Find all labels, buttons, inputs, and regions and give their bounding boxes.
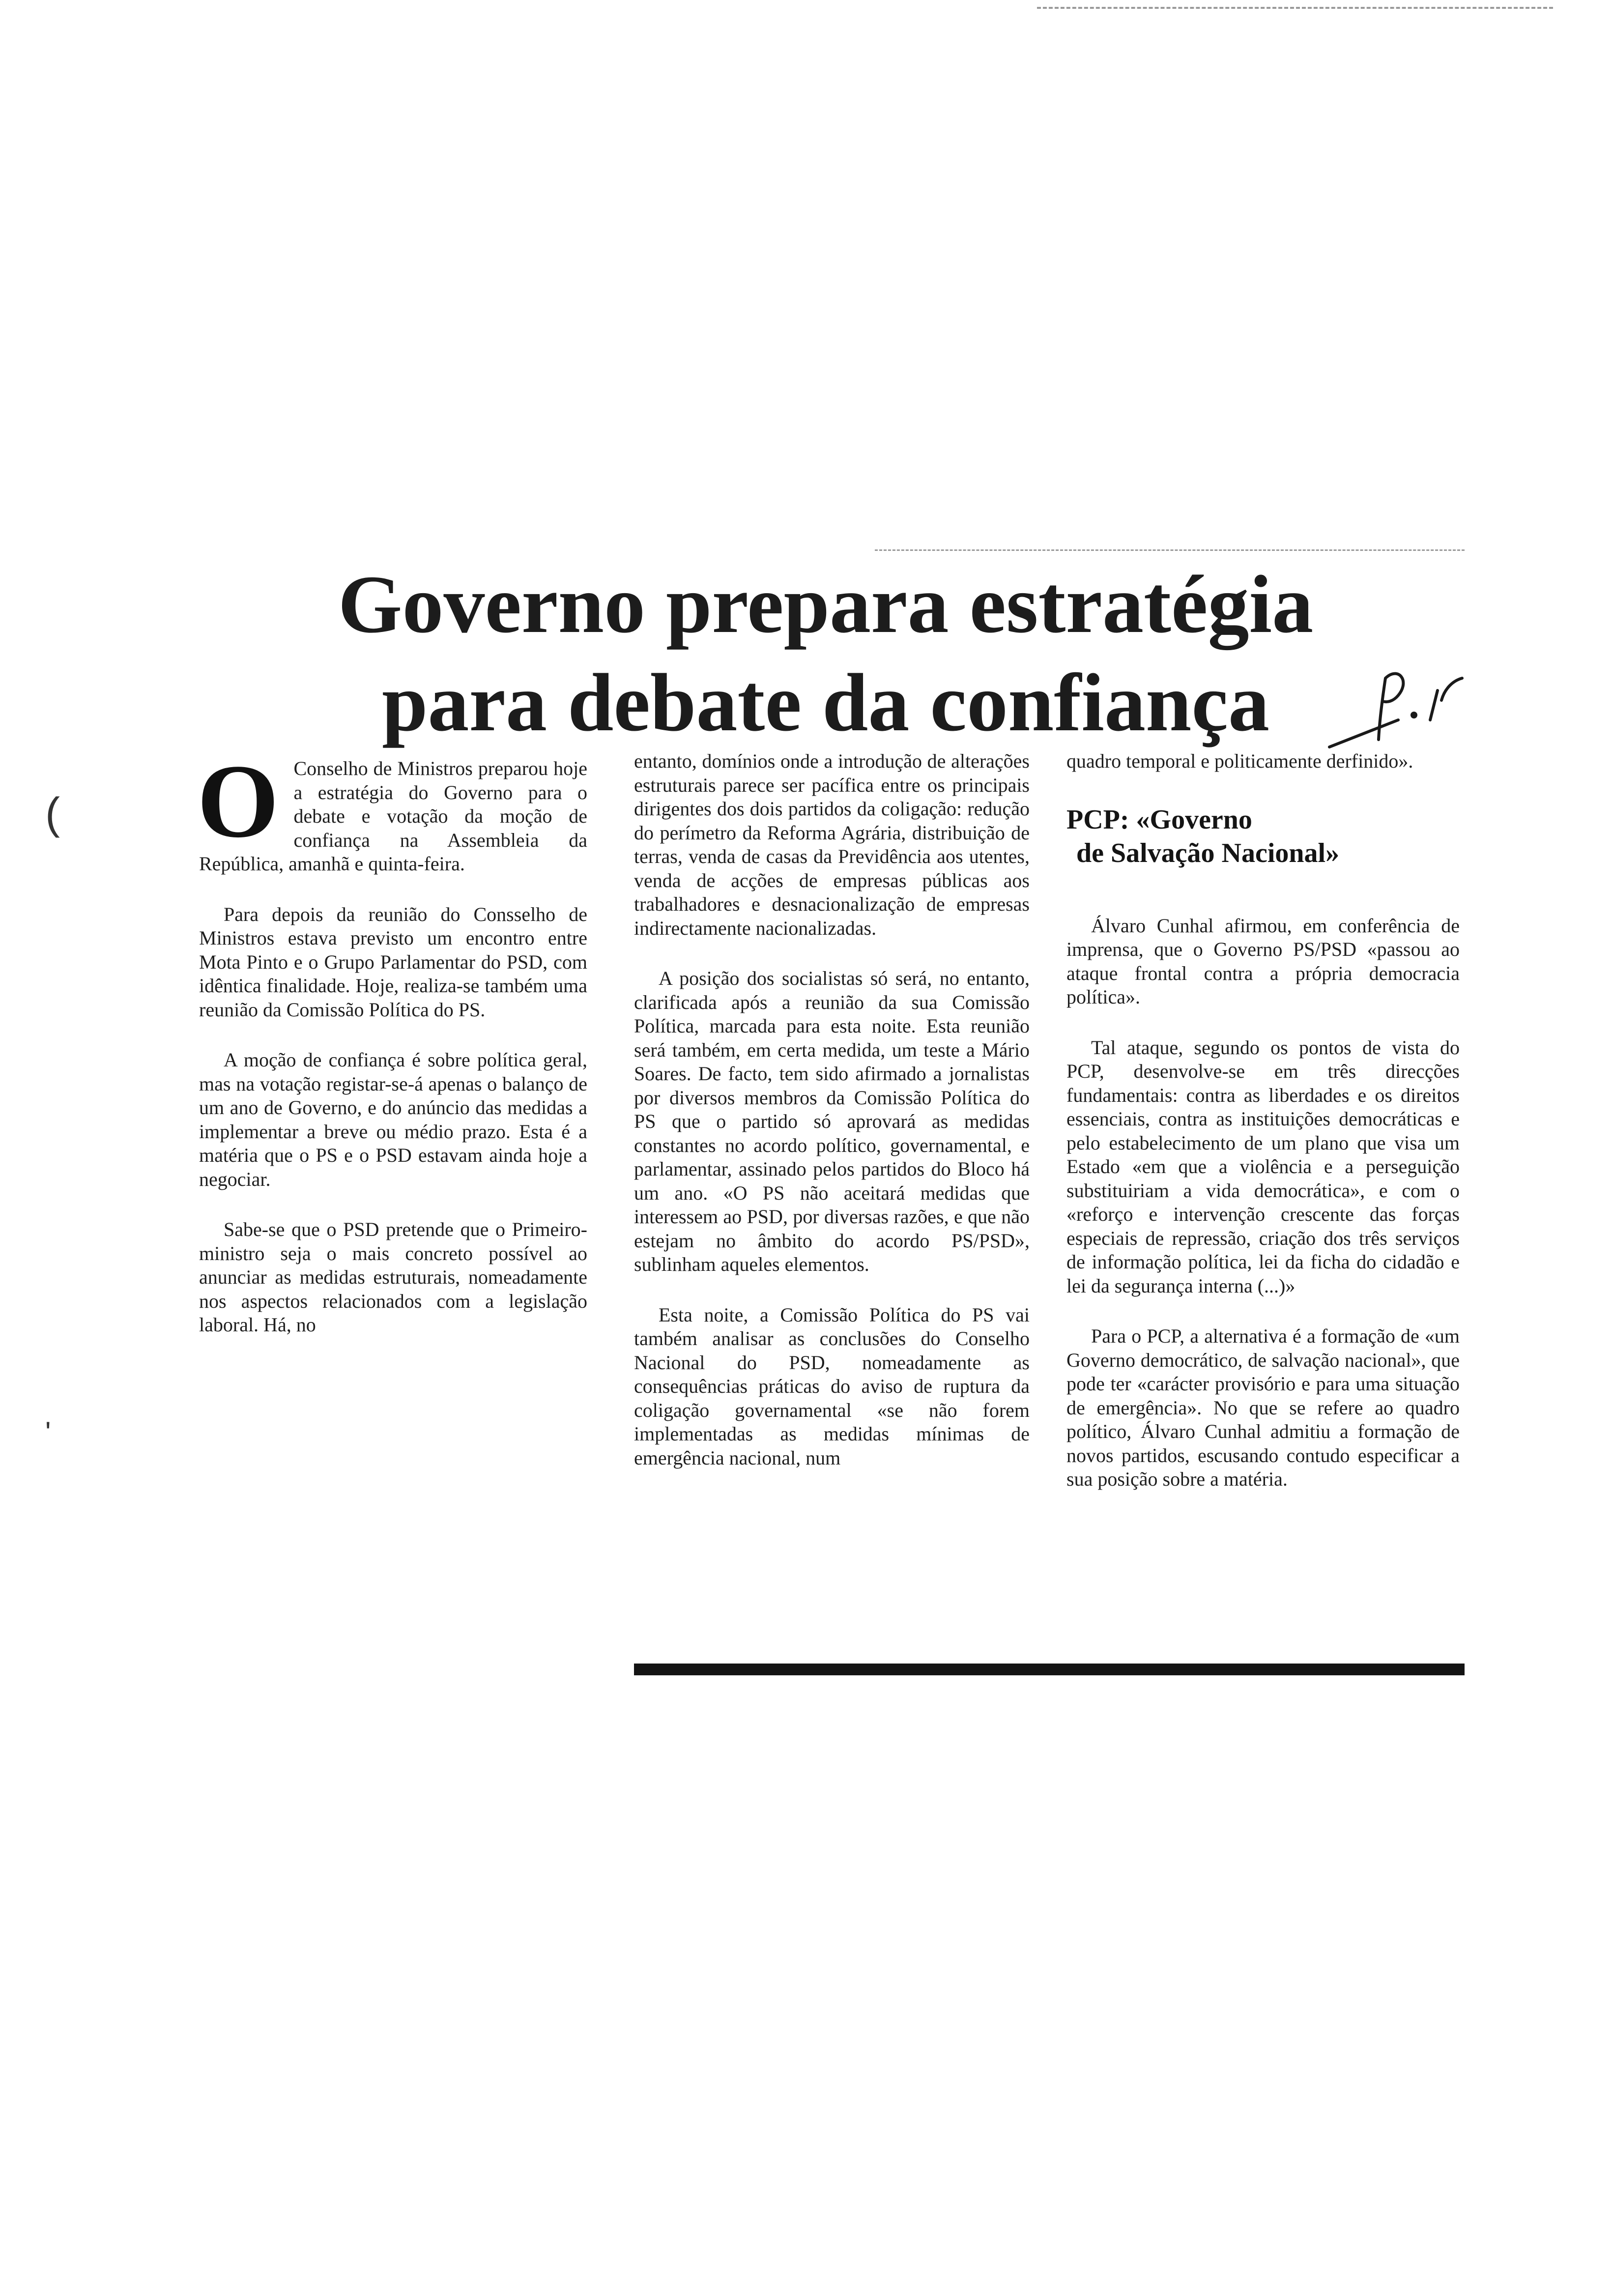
margin-tick-mark: ' <box>45 1416 51 1449</box>
column-1-paragraph-1 <box>197 743 587 876</box>
column-2-paragraph-3: Esta noite, a Comissão Política do PS vai também analisar as conclusões do Conselho Nacional do PSD, nomeadamente as consequências práticas do aviso de ruptura da coligação governamental «se não forem implementadas as medidas mínimas de emergência nacional, num <box>634 1303 1030 1469</box>
column-3-subheading <box>1066 803 1460 870</box>
column-3-paragraph-4: Para o PCP, a alternativa é a formação de «um Governo democrático, de salvação nacional», que pode ter «carácter provisório e para uma situação de emergência». No que se refere ao quadro político, Álvaro Cunhal admitiu a formação de novos partidos, escusando contudo especificar a sua posição sobre a matéria. <box>1066 1325 1460 1490</box>
article-end-rule <box>634 1664 1465 1675</box>
article-column-3 <box>1066 749 1460 1518</box>
column-1-paragraph-1-text: Conselho de Ministros preparou hoje a estratégia do Governo para o debate e votação da moção de confiança na Assembleia da República, amanhã e quinta-feira. <box>199 757 587 875</box>
column-3-paragraph-2: Álvaro Cunhal afirmou, em conferência de imprensa, que o Governo PS/PSD «passou ao ataque frontal contra a própria democracia política». <box>1066 914 1460 1008</box>
column-2-paragraph-1: entanto, domínios onde a introdução de alterações estruturais parece ser pacífica entre os principais dirigentes dos dois partidos da coligação: redução do perímetro da Reforma Agrária, distribuição de terras, venda de casas da Previdência aos utentes, venda de acções de empresas públicas aos trabalhadores e desnacionalização de empresas indirectamente nacionalizadas. <box>634 750 1030 939</box>
scan-artifact-title-line <box>875 549 1465 551</box>
article-headline <box>315 555 1337 752</box>
column-1-paragraph-4: Sabe-se que o PSD pretende que o Primeiro-ministro seja o mais concreto possível ao anunciar as medidas estruturais, nomeadamente nos aspectos relacionados com a legislação laboral. Há, no <box>199 1218 587 1336</box>
headline-line-2: para debate da confiança <box>382 657 1269 748</box>
column-1-paragraph-2: Para depois da reunião do Consselho de Ministros estava previsto um encontro entre Mota Pinto e o Grupo Parlamentar do PSD, com idêntica finalidade. Hoje, realiza-se também uma reunião da Comissão Política do PS. <box>199 903 587 1021</box>
scan-artifact-top-line <box>1037 7 1553 9</box>
handwritten-page-annotation <box>1324 661 1472 759</box>
subheading-line-2: de Salvação Nacional» <box>1076 837 1340 868</box>
margin-bracket-mark: ( <box>45 789 60 838</box>
column-3-paragraph-3: Tal ataque, segundo os pontos de vista do PCP, desenvolve-se em três direcções fundamentais: contra as liberdades e os direitos essenciais, contra as instituições democráticas e pelo estabelecimento de um plano que visa um Estado «em que a violência e a perseguição substituiriam a vida democrática», e com o «reforço e intervenção crescente das forças especiais de repressão, criação dos três serviços de informação política, lei da ficha do cidadão e lei da segurança interna (...)» <box>1066 1036 1460 1297</box>
subheading-line-1: PCP: «Governo <box>1066 804 1252 835</box>
article-column-1 <box>197 743 587 1364</box>
column-1-paragraph-3: A moção de confiança é sobre política geral, mas na votação registar-se-á apenas o balanço de um ano de Governo, e do anúncio das medidas a implementar a breve ou médio prazo. Esta é a matéria que o PS e o PSD estavam ainda hoje a negociar. <box>199 1049 587 1190</box>
headline-line-1: Governo prepara estratégia <box>338 559 1314 650</box>
article-column-2 <box>634 749 1030 1496</box>
column-3-paragraph-1: quadro temporal e politicamente derfinido». <box>1066 750 1413 772</box>
column-2-paragraph-2: A posição dos socialistas só será, no entanto, clarificada após a reunião da sua Comissão Política, marcada para esta noite. Esta reunião será também, em certa medida, um teste a Mário Soares. De facto, tem sido afirmado a jornalistas por diversos membros da Comissão Política do PS que o partido só aprovará as medidas constantes no acordo político, governamental, e parlamentar, assinado pelos partidos do Bloco há um ano. «O PS não aceitará medidas que interessem ao PSD, por diversas razões, e que não estejam no âmbito do acordo PS/PSD», sublinham aqueles elementos. <box>634 967 1030 1275</box>
drop-cap: O <box>197 743 279 860</box>
